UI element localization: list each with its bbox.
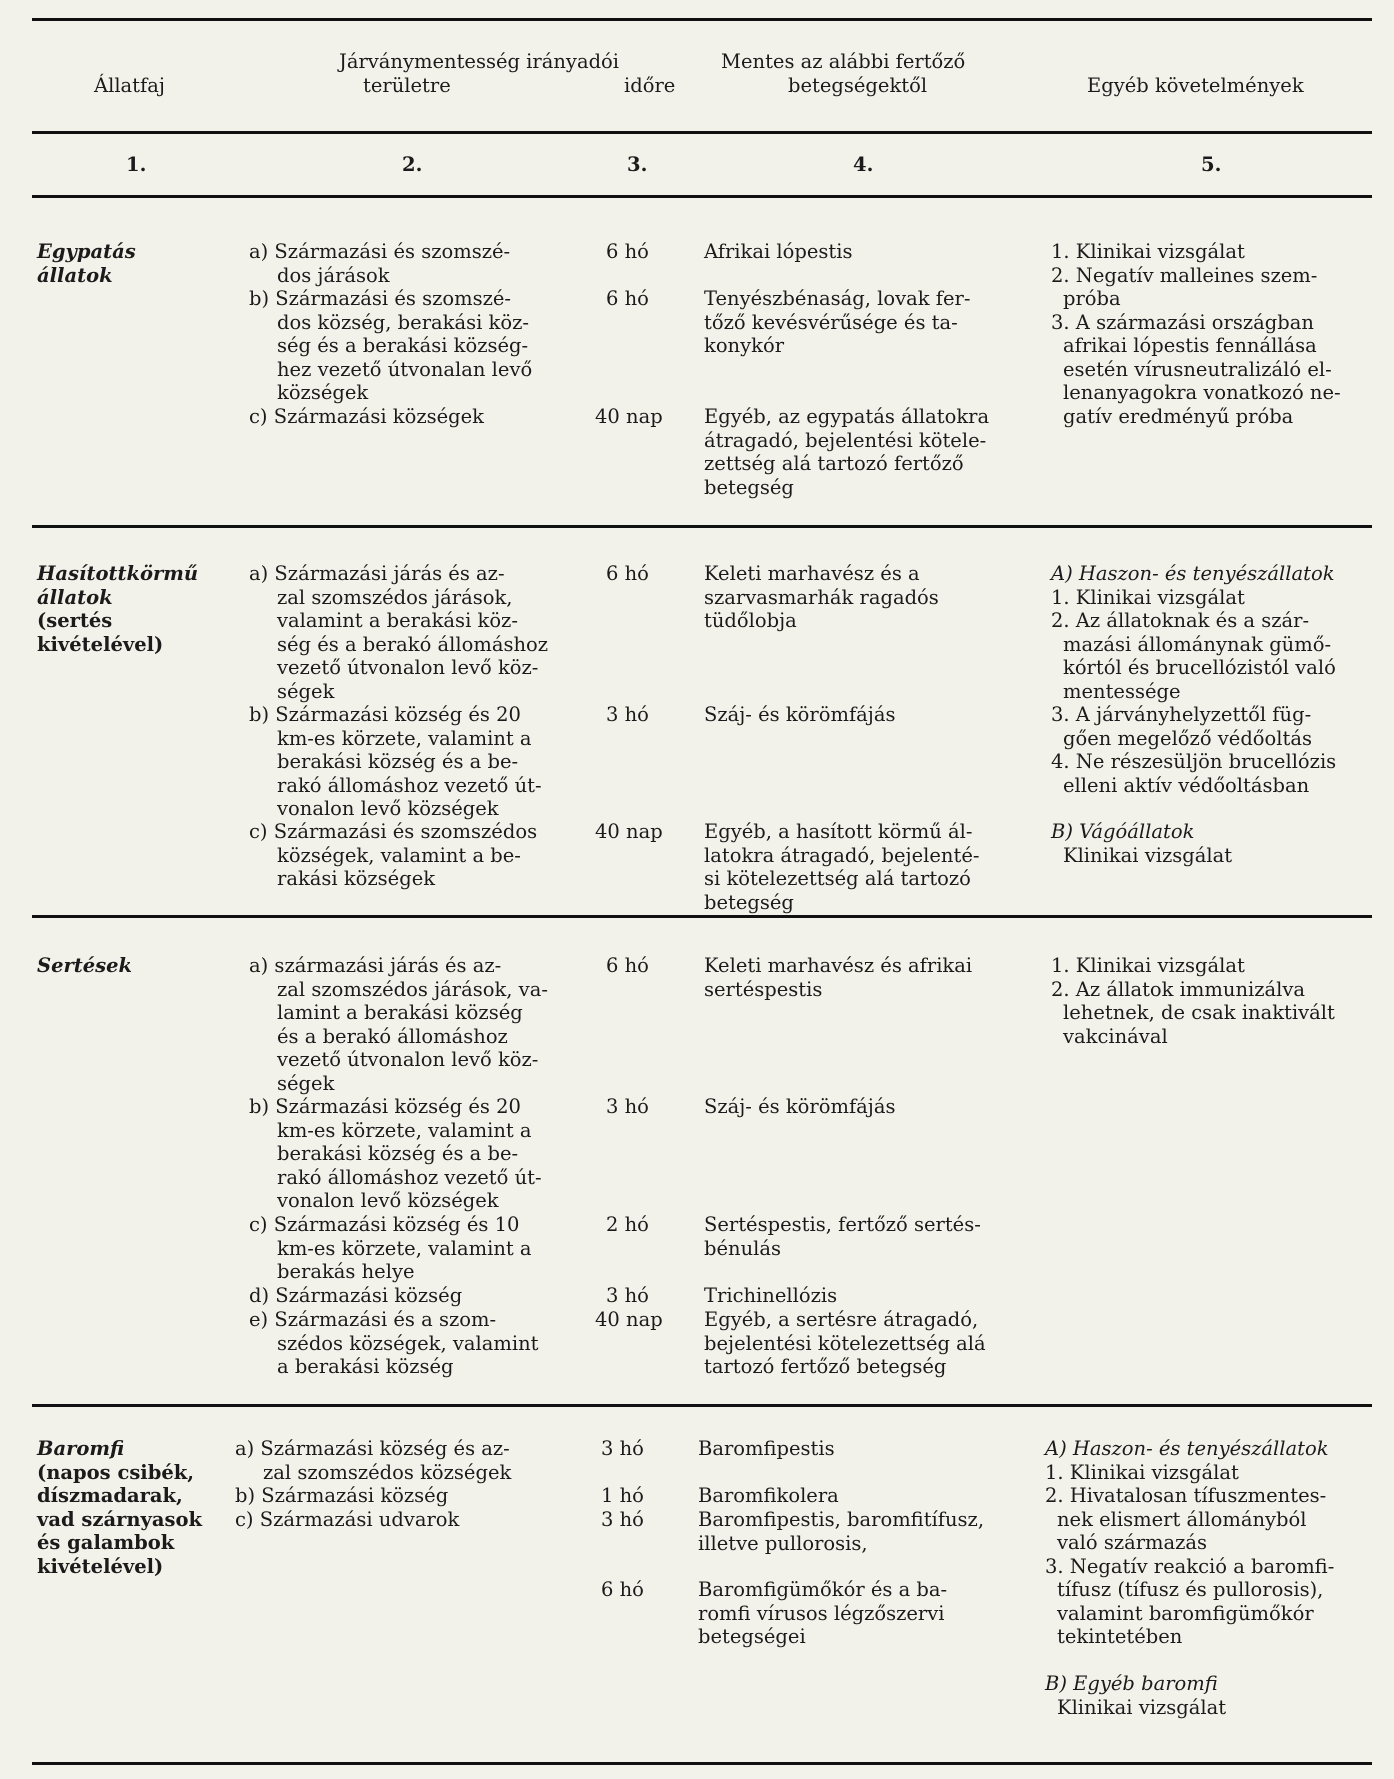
disease-line: Baromfigümőkór és a ba-: [698, 1578, 948, 1601]
section-3-area-e: [249, 1308, 539, 1379]
section-4-disease-4: [698, 1578, 947, 1649]
disease-line: Baromfikolera: [698, 1484, 839, 1507]
section-3-time-1: 6 hó: [606, 954, 649, 977]
area-line: c) Származási községek: [249, 405, 484, 428]
requirement-line: 3. A származási országban: [1051, 310, 1314, 334]
area-line: vonalon levő községek: [277, 797, 499, 820]
section-1-area-b: [249, 287, 532, 405]
header-col2-top: Járványmentesség irányadói: [339, 50, 620, 73]
area-line: rakó állomáshoz vezető út-: [277, 773, 542, 797]
requirement-title: B) Vágóállatok: [1051, 820, 1195, 843]
area-line: km-es körzete, valamint a: [277, 726, 532, 750]
disease-line: tőző kevésvérűsége és ta-: [704, 310, 958, 334]
section-2-animal: [37, 562, 198, 656]
header-col5: Egyéb követelmények: [1087, 74, 1304, 97]
header-number-5: 5.: [1201, 153, 1222, 176]
disease-line: Trichinellózis: [704, 1284, 838, 1307]
requirement-line: próba: [1063, 287, 1121, 310]
requirement-line: 2. Az állatoknak és a szár-: [1051, 609, 1310, 632]
section-3-disease-2: [704, 1095, 895, 1119]
section-1-disease-1: [704, 240, 852, 264]
requirement-line: 4. Ne részesüljön brucellózis: [1051, 750, 1337, 773]
section-3-disease-3: [704, 1213, 981, 1260]
requirement-line: 3. A járványhelyzettől füg-: [1051, 703, 1312, 726]
section-4-animal: [37, 1437, 202, 1578]
area-line: a) Származási és szomszé-: [249, 240, 511, 263]
requirement-line: 2. Az állatok immunizálva: [1051, 977, 1306, 1001]
section-4-requirements: [1045, 1437, 1334, 1649]
section-2-requirements-b: [1051, 820, 1232, 867]
requirement-line: mazási állománynak gümő-: [1063, 632, 1332, 656]
requirement-line: nek elismert állományból: [1057, 1507, 1307, 1531]
section-1-area-a: [249, 240, 510, 287]
disease-line: tartozó fertőző betegség: [704, 1355, 947, 1378]
section-4-disease-1: [698, 1437, 835, 1461]
disease-line: Baromfipestis: [698, 1437, 835, 1460]
animal-line: (sertés: [37, 609, 113, 632]
requirement-line: kórtól és brucellózistól való: [1063, 656, 1336, 679]
section-1-time-3: 40 nap: [595, 405, 663, 428]
area-line: c) Származási község és 10: [249, 1213, 520, 1236]
rule-header: [32, 131, 1372, 134]
area-line: zal szomszédos járások,: [277, 585, 513, 609]
requirement-line: vakcinával: [1063, 1024, 1168, 1048]
section-3-disease-5: [704, 1308, 986, 1379]
area-line: a berakási község: [277, 1355, 454, 1378]
section-4-area-b: [235, 1484, 448, 1508]
disease-line: átragadó, bejelentési kötele-: [704, 428, 987, 452]
header-col4-bottom: betegségektől: [788, 74, 928, 97]
disease-line: szarvasmarhák ragadós: [704, 585, 939, 609]
area-line: km-es körzete, valamint a: [277, 1118, 532, 1142]
section-4-requirements-b: [1045, 1672, 1226, 1719]
section-2-area-a: [249, 562, 548, 703]
area-line: b) Származási és szomszé-: [249, 287, 511, 310]
section-4-disease-2: [698, 1484, 839, 1508]
section-2-time-1: 6 hó: [606, 562, 649, 585]
area-line: vezető útvonalon levő köz-: [277, 656, 539, 679]
requirement-line: afrikai lópestis fennállása: [1063, 334, 1317, 357]
area-line: zal szomszédos járások, va-: [277, 977, 548, 1001]
animal-line: (napos csibék,: [37, 1460, 195, 1484]
header-col1: Állatfaj: [94, 74, 165, 97]
section-4-time-3: 3 hó: [601, 1508, 644, 1531]
requirement-title: A) Haszon- és tenyészállatok: [1051, 562, 1335, 585]
area-line: dos járások: [277, 263, 390, 287]
area-line: vezető útvonalon levő köz-: [277, 1048, 539, 1071]
animal-line: Sertések: [37, 954, 133, 977]
header-number-1: 1.: [126, 153, 147, 176]
section-4-area-a: [235, 1437, 511, 1484]
section-1-area-c: [249, 405, 484, 429]
disease-line: tüdőlobja: [704, 609, 797, 632]
disease-line: sertéspestis: [704, 977, 823, 1001]
section-4-time-2: 1 hó: [601, 1484, 644, 1507]
area-line: községek, valamint a be-: [277, 843, 521, 867]
area-line: berakási község és a be-: [277, 1142, 519, 1165]
rule-top: [32, 18, 1372, 21]
area-line: ség és a berakási község-: [277, 334, 529, 357]
section-1-time-1: 6 hó: [606, 240, 649, 263]
section-3-time-3: 2 hó: [606, 1213, 649, 1236]
disease-line: Tenyészbénaság, lovak fer-: [704, 287, 971, 310]
disease-line: betegség: [704, 475, 794, 499]
disease-line: Afrikai lópestis: [704, 240, 853, 263]
section-2-disease-3: [704, 820, 979, 914]
area-line: c) Származási és szomszédos: [249, 820, 538, 843]
requirement-line: Klinikai vizsgálat: [1063, 843, 1233, 867]
requirement-title: A) Haszon- és tenyészállatok: [1045, 1437, 1329, 1460]
section-4-area-c: [235, 1508, 459, 1532]
disease-line: Egyéb, az egypatás állatokra: [704, 405, 990, 428]
animal-line: Egypatás: [37, 240, 136, 263]
section-3-disease-1: [704, 954, 972, 1001]
disease-line: Egyéb, a sertésre átragadó,: [704, 1308, 979, 1331]
disease-line: konykór: [704, 334, 785, 357]
requirement-line: Klinikai vizsgálat: [1057, 1695, 1227, 1719]
section-2-area-c: [249, 820, 537, 891]
area-line: b) Származási község: [235, 1484, 449, 1507]
section-4-time-1: 3 hó: [601, 1437, 644, 1460]
section-3-time-5: 40 nap: [595, 1308, 663, 1331]
requirement-line: való származás: [1057, 1531, 1208, 1554]
animal-line: és galambok: [37, 1531, 175, 1554]
area-line: km-es körzete, valamint a: [277, 1236, 532, 1260]
section-2-disease-1: [704, 562, 939, 633]
disease-line: Száj- és körömfájás: [704, 1095, 896, 1118]
section-3-area-a: [249, 954, 548, 1095]
header-col2-bottom-right: időre: [624, 74, 676, 97]
area-line: ség és a berakó állomáshoz: [277, 632, 549, 656]
requirement-line: mentessége: [1063, 679, 1181, 703]
requirement-line: lehetnek, de csak inaktivált: [1063, 1001, 1335, 1024]
requirement-line: valamint baromfigümőkór: [1057, 1601, 1314, 1625]
area-line: ségek: [277, 1071, 335, 1095]
area-line: b) Származási község és 20: [249, 1095, 521, 1118]
section-3-area-b: [249, 1095, 542, 1213]
disease-line: betegségei: [698, 1625, 806, 1648]
area-line: községek: [277, 381, 369, 404]
area-line: zal szomszédos községek: [263, 1460, 512, 1484]
section-3-animal: [37, 954, 132, 978]
section-3-area-d: [249, 1284, 462, 1308]
area-line: a) származási járás és az-: [249, 954, 502, 977]
requirement-line: esetén vírusneutralizáló el-: [1063, 357, 1332, 381]
requirement-line: 1. Klinikai vizsgálat: [1051, 585, 1245, 609]
requirement-line: elleni aktív védőoltásban: [1063, 773, 1310, 797]
animal-line: vad szárnyasok: [37, 1507, 202, 1531]
disease-line: bénulás: [704, 1236, 782, 1260]
animal-line: állatok: [37, 585, 113, 609]
animal-line: kivételével): [37, 632, 164, 656]
section-4-time-4: 6 hó: [601, 1578, 644, 1601]
requirement-line: 2. Hivatalosan tífuszmentes-: [1045, 1484, 1327, 1507]
header-number-3: 3.: [627, 153, 648, 176]
section-3-disease-4: [704, 1284, 837, 1308]
disease-line: Egyéb, a hasított körmű ál-: [704, 820, 973, 843]
disease-line: illetve pullorosis,: [698, 1531, 868, 1555]
requirement-line: lenanyagokra vonatkozó ne-: [1063, 381, 1341, 404]
requirement-line: tekintetében: [1057, 1625, 1183, 1648]
section-1-time-2: 6 hó: [606, 287, 649, 310]
area-line: és a berakó állomáshoz: [277, 1024, 508, 1048]
area-line: rakási községek: [277, 867, 436, 890]
area-line: lamint a berakási község: [277, 1001, 523, 1024]
area-line: vonalon levő községek: [277, 1189, 499, 1212]
disease-line: Baromfipestis, baromfitífusz,: [698, 1508, 985, 1531]
section-1-disease-2: [704, 287, 970, 358]
animal-line: Hasítottkörmű: [37, 562, 199, 585]
area-line: valamint a berakási köz-: [277, 609, 518, 632]
section-1-disease-3: [704, 405, 989, 499]
disease-line: latokra átragadó, bejelenté-: [704, 843, 980, 867]
disease-line: Sertéspestis, fertőző sertés-: [704, 1213, 981, 1236]
area-line: c) Származási udvarok: [235, 1508, 460, 1531]
disease-line: romfi vírusos légzőszervi: [698, 1601, 945, 1625]
section-1-animal: [37, 240, 136, 287]
rule-section-2: [32, 915, 1372, 918]
requirement-line: 1. Klinikai vizsgálat: [1051, 954, 1245, 977]
area-line: d) Származási község: [249, 1284, 463, 1307]
section-2-area-b: [249, 703, 542, 821]
header-number-4: 4.: [853, 153, 874, 176]
requirement-line: 1. Klinikai vizsgálat: [1045, 1460, 1239, 1484]
area-line: berakási község és a be-: [277, 750, 519, 773]
section-3-requirements: [1051, 954, 1335, 1048]
animal-line: állatok: [37, 263, 113, 287]
section-3-area-c: [249, 1213, 532, 1284]
rule-section-3: [32, 1404, 1372, 1407]
header-col2-bottom-left: területre: [363, 74, 451, 97]
requirement-line: gően megelőző védőoltás: [1063, 726, 1312, 750]
disease-line: betegség: [704, 890, 794, 914]
section-4-disease-3: [698, 1508, 984, 1555]
disease-line: zettség alá tartozó fertőző: [704, 452, 964, 475]
disease-line: Keleti marhavész és afrikai: [704, 954, 973, 977]
animal-line: díszmadarak,: [37, 1484, 183, 1507]
area-line: rakó állomáshoz vezető út-: [277, 1165, 542, 1189]
section-3-time-4: 3 hó: [606, 1284, 649, 1307]
rule-section-1: [32, 525, 1372, 528]
area-line: a) Származási község és az-: [235, 1437, 510, 1460]
area-line: berakás helye: [277, 1260, 415, 1283]
disease-line: bejelentési kötelezettség alá: [704, 1331, 986, 1355]
section-2-time-2: 3 hó: [606, 703, 649, 726]
disease-line: Száj- és körömfájás: [704, 703, 896, 726]
disease-line: si kötelezettség alá tartozó: [704, 867, 971, 890]
section-3-time-2: 3 hó: [606, 1095, 649, 1118]
area-line: a) Származási járás és az-: [249, 562, 505, 585]
disease-line: Keleti marhavész és a: [704, 562, 920, 585]
rule-numbers: [32, 195, 1372, 198]
header-col4-top: Mentes az alábbi fertőző: [721, 50, 966, 73]
section-2-disease-2: [704, 703, 895, 727]
requirement-line: tífusz (tífusz és pullorosis),: [1057, 1578, 1324, 1601]
area-line: ségek: [277, 679, 335, 703]
requirement-line: gatív eredményű próba: [1063, 404, 1294, 428]
requirement-line: 3. Negatív reakció a baromfi-: [1045, 1554, 1335, 1578]
animal-line: kivételével): [37, 1554, 164, 1578]
requirement-title: B) Egyéb baromfi: [1045, 1672, 1218, 1695]
rule-bottom: [32, 1762, 1372, 1765]
section-2-requirements: [1051, 562, 1336, 797]
area-line: b) Származási község és 20: [249, 703, 521, 726]
section-1-requirements: [1051, 240, 1341, 428]
requirement-line: 2. Negatív malleines szem-: [1051, 263, 1318, 287]
area-line: hez vezető útvonalan levő: [277, 357, 533, 381]
animal-line: Baromfi: [37, 1437, 125, 1460]
area-line: dos község, berakási köz-: [277, 310, 529, 334]
section-2-time-3: 40 nap: [595, 820, 663, 843]
header-number-2: 2.: [402, 153, 423, 176]
area-line: e) Származási és a szom-: [249, 1308, 497, 1331]
area-line: szédos községek, valamint: [277, 1331, 539, 1355]
requirement-line: 1. Klinikai vizsgálat: [1051, 240, 1245, 263]
